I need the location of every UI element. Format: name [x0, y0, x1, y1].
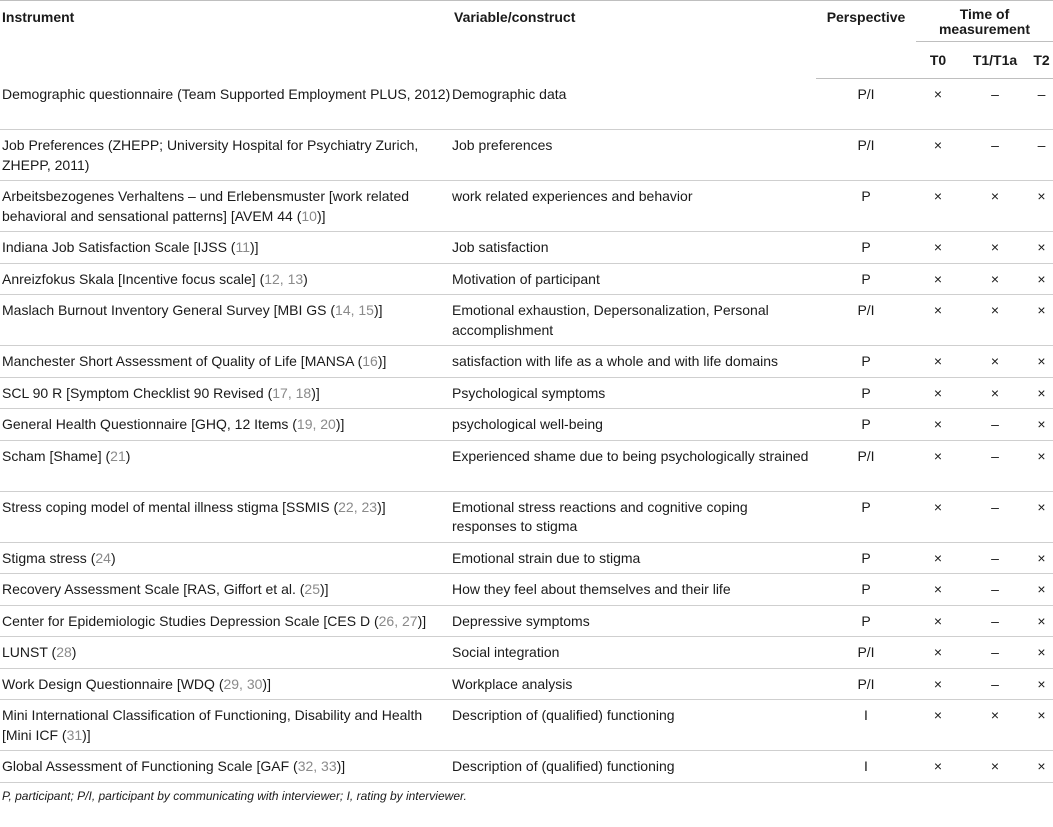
perspective-cell: P	[816, 409, 916, 441]
t1-cell: ×	[960, 377, 1030, 409]
t1-cell: ×	[960, 751, 1030, 783]
perspective-cell: P	[816, 491, 916, 542]
perspective-cell: P	[816, 232, 916, 264]
instrument-cell	[0, 440, 452, 491]
perspective-cell: I	[816, 751, 916, 783]
reference-link[interactable]: 17, 18	[272, 384, 312, 401]
t1-cell: ×	[960, 346, 1030, 378]
instrument-text: Stress coping model of mental illness stigma [SSMIS (	[2, 498, 339, 515]
t1-cell: –	[960, 605, 1030, 637]
t0-cell: ×	[916, 263, 960, 295]
t0-cell: ×	[916, 668, 960, 700]
table-row	[0, 130, 1053, 181]
table-row	[0, 346, 1053, 378]
table-row	[0, 409, 1053, 441]
variable-cell: Depressive symptoms	[452, 605, 816, 637]
header-t0: T0	[916, 42, 960, 79]
t0-cell: ×	[916, 377, 960, 409]
instrument-cell	[0, 409, 452, 441]
table-row	[0, 181, 1053, 232]
instrument-text: Maslach Burnout Inventory General Survey [MBI GS (	[2, 302, 336, 318]
perspective-cell: P	[816, 263, 916, 295]
variable-cell: Job preferences	[452, 130, 816, 181]
t0-cell: ×	[916, 542, 960, 574]
reference-link[interactable]: 21	[110, 447, 126, 464]
perspective-cell: P/I	[816, 295, 916, 346]
instrument-cell	[0, 605, 452, 637]
instrument-text-end: )]	[320, 581, 329, 597]
t0-cell: ×	[916, 637, 960, 669]
perspective-cell: P	[816, 377, 916, 409]
instrument-cell	[0, 491, 452, 542]
instrument-text-end: )	[303, 270, 308, 287]
variable-cell: How they feel about themselves and their life	[452, 574, 816, 606]
instrument-cell	[0, 232, 452, 264]
instrument-text: Scham [Shame] (	[2, 447, 111, 464]
variable-cell: Description of (qualified) functioning	[452, 751, 816, 783]
instrument-text: LUNST (	[2, 644, 57, 660]
instrument-text-end: )	[125, 447, 131, 464]
table-row	[0, 377, 1053, 409]
reference-link[interactable]: 26, 27	[378, 612, 418, 629]
header-time-of-measurement	[916, 1, 1053, 42]
perspective-cell: P/I	[816, 79, 916, 130]
variable-cell: work related experiences and behavior	[452, 181, 816, 232]
t1-cell: ×	[960, 700, 1030, 751]
t2-cell: ×	[1030, 700, 1053, 751]
table-body	[0, 79, 1053, 783]
perspective-cell: P	[816, 181, 916, 232]
variable-cell: Motivation of participant	[452, 263, 816, 295]
instrument-cell	[0, 751, 452, 783]
header-instrument: Instrument	[0, 1, 452, 79]
instrument-text: Demographic questionnaire (Team Supported Employment PLUS, 2012)	[2, 85, 451, 102]
table-row	[0, 668, 1053, 700]
instrument-text-end: )]	[373, 302, 383, 318]
t2-cell: ×	[1030, 637, 1053, 669]
table-row	[0, 295, 1053, 346]
t0-cell: ×	[916, 491, 960, 542]
perspective-cell: P/I	[816, 637, 916, 669]
instrument-text: Recovery Assessment Scale [RAS, Giffort et al. (	[2, 581, 305, 597]
variable-cell: Psychological symptoms	[452, 377, 816, 409]
variable-cell: Demographic data	[452, 79, 816, 130]
t2-cell: ×	[1030, 346, 1053, 378]
instrument-text: Global Assessment of Functioning Scale [GAF (	[2, 758, 298, 774]
instrument-text-end: )]	[377, 498, 386, 515]
instrument-text: SCL 90 R [Symptom Checklist 90 Revised (	[2, 384, 273, 401]
t1-cell: –	[960, 574, 1030, 606]
t0-cell: ×	[916, 295, 960, 346]
t0-cell: ×	[916, 79, 960, 130]
table-row	[0, 79, 1053, 130]
header-perspective: Perspective	[816, 1, 916, 79]
instrument-text-end: )	[71, 644, 77, 660]
table-row	[0, 637, 1053, 669]
instrument-text-end: )]	[335, 416, 345, 432]
instrument-cell	[0, 574, 452, 606]
variable-cell: Emotional strain due to stigma	[452, 542, 816, 574]
reference-link[interactable]: 29, 30	[223, 675, 263, 692]
t0-cell: ×	[916, 130, 960, 181]
perspective-cell: P	[816, 574, 916, 606]
t2-cell: ×	[1030, 440, 1053, 491]
reference-link[interactable]: 16	[362, 353, 378, 369]
instrument-text: Stigma stress (	[2, 549, 96, 566]
table-row	[0, 751, 1053, 783]
header-variable: Variable/construct	[452, 1, 816, 79]
t0-cell: ×	[916, 409, 960, 441]
instrument-text: Work Design Questionnaire [WDQ (	[2, 675, 224, 692]
t0-cell: ×	[916, 700, 960, 751]
instrument-text: Indiana Job Satisfaction Scale [IJSS (	[2, 239, 236, 255]
t2-cell: ×	[1030, 491, 1053, 542]
instrument-cell	[0, 130, 452, 181]
table-row	[0, 700, 1053, 751]
perspective-cell: P	[816, 346, 916, 378]
t1-cell: –	[960, 130, 1030, 181]
instrument-cell	[0, 79, 452, 130]
instrument-text: Center for Epidemiologic Studies Depression Scale [CES D (	[2, 612, 379, 629]
table-row	[0, 440, 1053, 491]
table-row	[0, 542, 1053, 574]
t2-cell: ×	[1030, 574, 1053, 606]
perspective-cell: P	[816, 605, 916, 637]
reference-link[interactable]: 19, 20	[296, 416, 336, 432]
variable-cell: Emotional stress reactions and cognitive coping responses to stigma	[452, 491, 816, 542]
t2-cell: ×	[1030, 377, 1053, 409]
instrument-cell	[0, 346, 452, 378]
table-row	[0, 232, 1053, 264]
t0-cell: ×	[916, 751, 960, 783]
t2-cell: ×	[1030, 295, 1053, 346]
table-row	[0, 263, 1053, 295]
t1-cell: ×	[960, 232, 1030, 264]
variable-cell: Social integration	[452, 637, 816, 669]
perspective-cell: P/I	[816, 440, 916, 491]
instrument-text-end: )]	[262, 675, 271, 692]
instrument-cell	[0, 263, 452, 295]
reference-link[interactable]: 28	[56, 644, 72, 660]
instrument-cell	[0, 181, 452, 232]
instrument-text-end: )]	[417, 612, 427, 629]
reference-link[interactable]: 10	[301, 207, 317, 224]
t1-cell: –	[960, 637, 1030, 669]
t0-cell: ×	[916, 232, 960, 264]
instrument-text-end: )]	[250, 239, 259, 255]
t1-cell: –	[960, 409, 1030, 441]
perspective-cell: P/I	[816, 668, 916, 700]
t2-cell: ×	[1030, 751, 1053, 783]
variable-cell: Emotional exhaustion, Depersonalization, Personal accomplishment	[452, 295, 816, 346]
variable-cell: Job satisfaction	[452, 232, 816, 264]
instrument-text: Manchester Short Assessment of Quality of Life [MANSA (	[2, 353, 363, 369]
header-t1: T1/T1a	[960, 42, 1030, 79]
instrument-text-end: )]	[377, 353, 387, 369]
t1-cell: –	[960, 542, 1030, 574]
reference-link[interactable]: 32, 33	[297, 758, 337, 774]
header-t2: T2	[1030, 42, 1053, 79]
reference-link[interactable]: 31	[66, 726, 83, 743]
t1-cell: ×	[960, 263, 1030, 295]
instrument-cell	[0, 377, 452, 409]
t2-cell: –	[1030, 130, 1053, 181]
reference-link[interactable]: 24	[95, 549, 111, 566]
variable-cell: psychological well-being	[452, 409, 816, 441]
variable-cell: Workplace analysis	[452, 668, 816, 700]
t1-cell: ×	[960, 181, 1030, 232]
table-row	[0, 574, 1053, 606]
table-row	[0, 605, 1053, 637]
t1-cell: –	[960, 668, 1030, 700]
instrument-text-end: )	[110, 549, 116, 566]
table-footnote: P, participant; P/I, participant by communicating with interviewer; I, rating by interviewer.	[2, 788, 467, 803]
t2-cell: ×	[1030, 263, 1053, 295]
header-time-line1: Time of	[959, 6, 1010, 22]
t0-cell: ×	[916, 346, 960, 378]
t1-cell: –	[960, 79, 1030, 130]
variable-cell: Description of (qualified) functioning	[452, 700, 816, 751]
perspective-cell: P/I	[816, 130, 916, 181]
t2-cell: ×	[1030, 232, 1053, 264]
t0-cell: ×	[916, 440, 960, 491]
t0-cell: ×	[916, 181, 960, 232]
perspective-cell: I	[816, 700, 916, 751]
t2-cell: ×	[1030, 668, 1053, 700]
instrument-text: General Health Questionnaire [GHQ, 12 Items (	[2, 416, 297, 432]
instrument-text-end: )]	[82, 726, 91, 743]
instrument-text: Mini International Classification of Functioning, Disability and Health [Mini ICF (	[2, 707, 423, 743]
variable-cell: Experienced shame due to being psychologically strained	[452, 440, 816, 491]
t2-cell: –	[1030, 79, 1053, 130]
reference-link[interactable]: 12, 13	[264, 270, 304, 287]
header-time-line2: measurement	[938, 21, 1031, 37]
instrument-cell	[0, 637, 452, 669]
instrument-text: Job Preferences (ZHEPP; University Hospital for Psychiatry Zurich, ZHEPP, 2011)	[2, 137, 419, 173]
perspective-cell: P	[816, 542, 916, 574]
reference-link[interactable]: 25	[304, 581, 320, 597]
t2-cell: ×	[1030, 181, 1053, 232]
t2-cell: ×	[1030, 605, 1053, 637]
instrument-cell	[0, 295, 452, 346]
t1-cell: –	[960, 440, 1030, 491]
t0-cell: ×	[916, 574, 960, 606]
t2-cell: ×	[1030, 409, 1053, 441]
instrument-cell	[0, 668, 452, 700]
instrument-cell	[0, 542, 452, 574]
instrument-text-end: )]	[316, 207, 326, 224]
instrument-text-end: )]	[311, 384, 320, 401]
t0-cell: ×	[916, 605, 960, 637]
reference-link[interactable]: 14, 15	[335, 302, 374, 318]
variable-cell: satisfaction with life as a whole and with life domains	[452, 346, 816, 378]
t1-cell: ×	[960, 295, 1030, 346]
instrument-text: Arbeitsbezogenes Verhaltens – und Erlebensmuster [work related behavioral and sensational patterns] [AVEM 44 (	[2, 188, 410, 224]
reference-link[interactable]: 22, 23	[338, 498, 378, 515]
reference-link[interactable]: 11	[235, 239, 251, 255]
instrument-text: Anreizfokus Skala [Incentive focus scale] (	[2, 270, 265, 287]
t2-cell: ×	[1030, 542, 1053, 574]
instrument-cell	[0, 700, 452, 751]
table-row	[0, 491, 1053, 542]
t1-cell: –	[960, 491, 1030, 542]
instrument-text-end: )]	[336, 758, 346, 774]
